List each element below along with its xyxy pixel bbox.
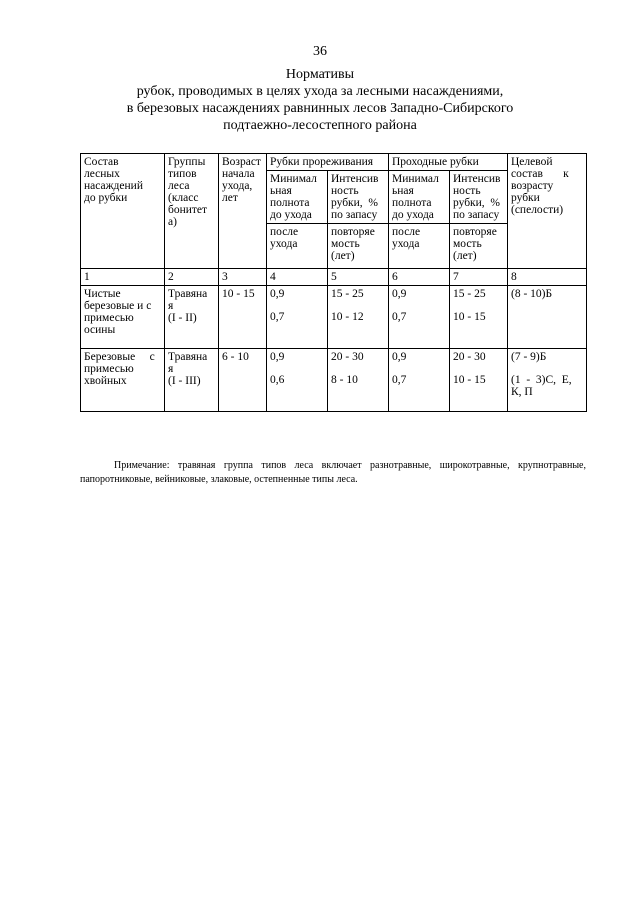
header-target: Целевой состав к возрасту рубки (спелости): [508, 154, 587, 269]
row-composition: Березовые с примесью хвойных: [81, 349, 165, 412]
title-line: в березовых насаждениях равнинных лесов Западно-Сибирского: [126, 101, 514, 116]
norms-table: [80, 153, 587, 412]
column-number-row: [81, 269, 587, 286]
row-thin-intensity: 20 - 30 8 - 10: [328, 349, 389, 412]
header-forest-groups: Группы типов леса (класс бонитет а): [165, 154, 219, 269]
header-min-density: Минимал ьная полнота до ухода: [267, 171, 328, 224]
column-number: 7: [450, 269, 508, 286]
row-thin-density: 0,9 0,7: [267, 286, 328, 349]
column-number: 4: [267, 269, 328, 286]
title-line: Нормативы: [285, 67, 355, 82]
header-min-density: Минимал ьная полнота до ухода: [389, 171, 450, 224]
document-title: [60, 66, 580, 134]
column-number: 8: [508, 269, 587, 286]
header-thinning: Рубки прореживания: [267, 154, 389, 171]
header-after-care: после ухода: [267, 224, 328, 269]
header-repeat: повторяе мость (лет): [328, 224, 389, 269]
column-number: 6: [389, 269, 450, 286]
row-target: (8 - 10)Б: [508, 286, 587, 349]
header-composition: Состав лесных насаждений до рубки: [81, 154, 165, 269]
row-age: 10 - 15: [219, 286, 267, 349]
footnote-text: Примечание: травяная группа типов леса включает разнотравные, широкотравные, крупнотравные, папоротниковые, вейниковые, злаковые, остепненные типы леса.: [80, 460, 586, 485]
row-thin-intensity: 15 - 25 10 - 12: [328, 286, 389, 349]
header-intensity: Интенсив ность рубки, % по запасу: [450, 171, 508, 224]
footnote: [80, 459, 586, 487]
title-line: рубок, проводимых в целях ухода за лесными насаждениями,: [136, 84, 504, 99]
row-target: (7 - 9)Б (1 - 3)С, Е, К, П: [508, 349, 587, 412]
row-thin-density: 0,9 0,6: [267, 349, 328, 412]
title-line: подтаежно-лесостепного района: [223, 118, 417, 133]
header-start-age: Возраст начала ухода, лет: [219, 154, 267, 269]
header-row: [81, 154, 587, 171]
row-age: 6 - 10: [219, 349, 267, 412]
column-number: 5: [328, 269, 389, 286]
header-repeat: повторяе мость (лет): [450, 224, 508, 269]
row-group: Травяна я (I - II): [165, 286, 219, 349]
header-after-care: после ухода: [389, 224, 450, 269]
page-number: 36: [313, 44, 327, 59]
header-intensity: Интенсив ность рубки, % по запасу: [328, 171, 389, 224]
table-row: [81, 349, 587, 412]
row-group: Травяна я (I - III): [165, 349, 219, 412]
column-number: 3: [219, 269, 267, 286]
row-pass-intensity: 20 - 30 10 - 15: [450, 349, 508, 412]
row-pass-intensity: 15 - 25 10 - 15: [450, 286, 508, 349]
table-row: [81, 286, 587, 349]
row-pass-density: 0,9 0,7: [389, 286, 450, 349]
row-composition: Чистые березовые и с примесью осины: [81, 286, 165, 349]
header-passing: Проходные рубки: [389, 154, 508, 171]
column-number: 2: [165, 269, 219, 286]
row-pass-density: 0,9 0,7: [389, 349, 450, 412]
column-number: 1: [81, 269, 165, 286]
